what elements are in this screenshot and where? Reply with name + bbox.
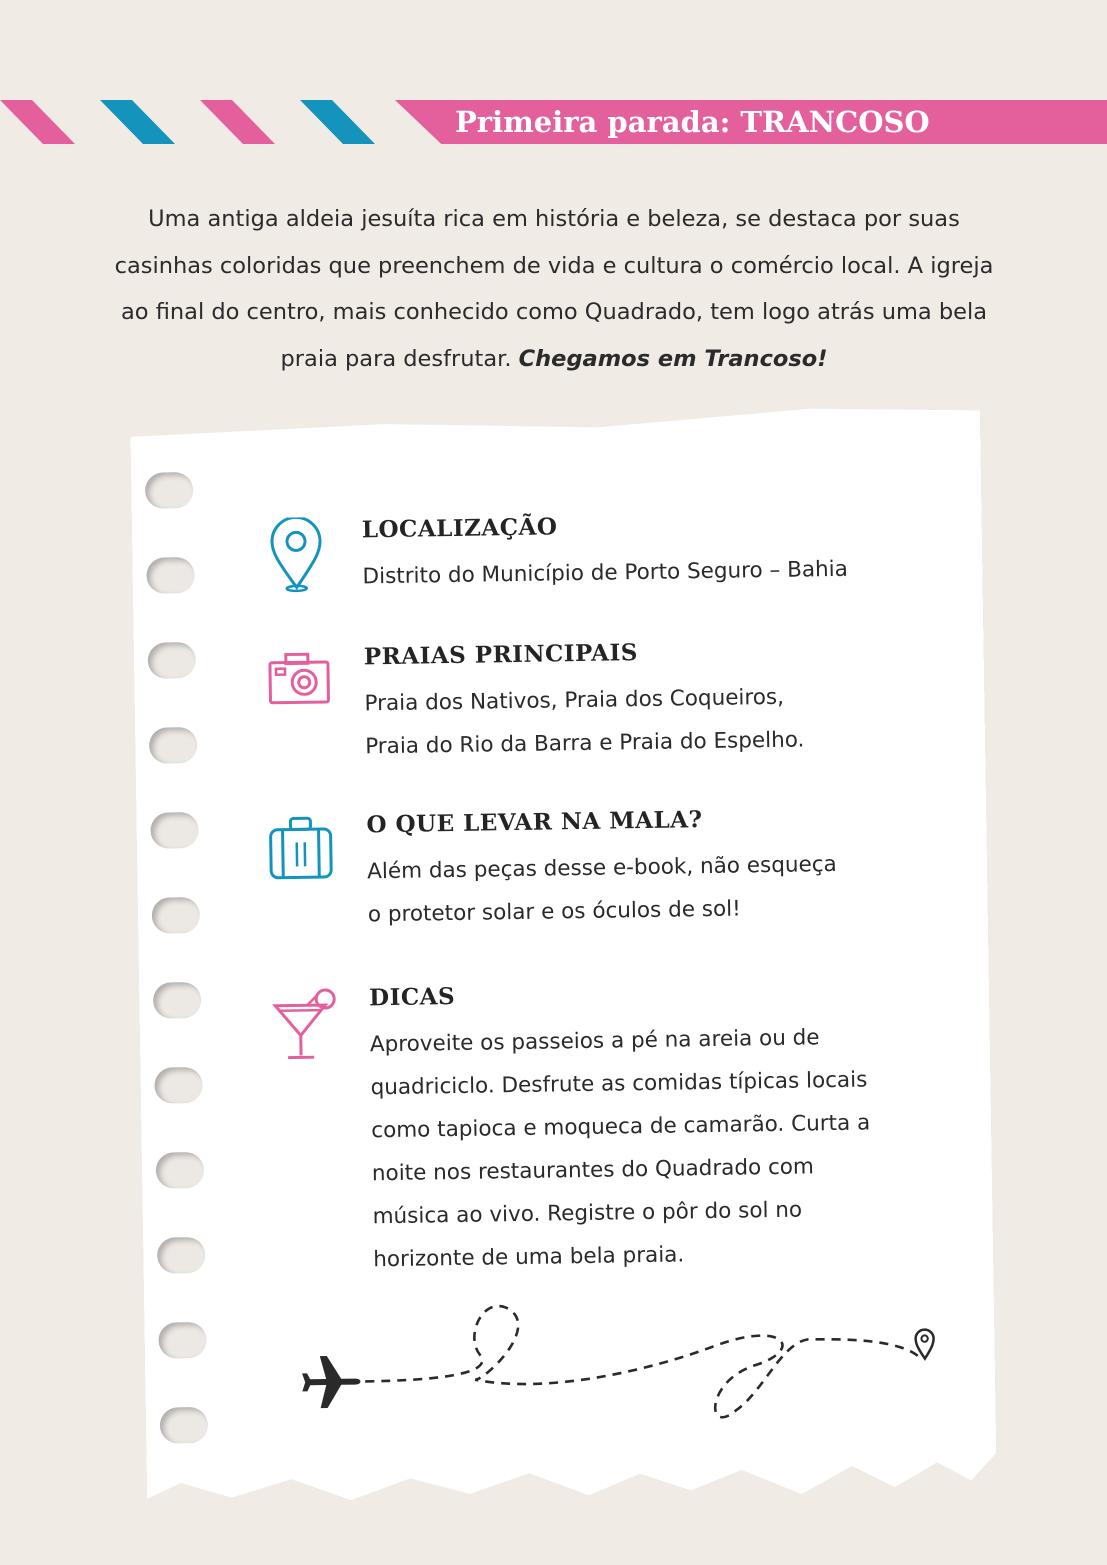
section-title: O QUE LEVAR NA MALA? bbox=[366, 806, 703, 839]
intro-emphasis: Chegamos em Trancoso! bbox=[518, 345, 828, 372]
binder-hole bbox=[156, 1152, 205, 1189]
body-line: quadriciclo. Desfrute as comidas típicas locais bbox=[370, 1067, 868, 1101]
map-pin-icon bbox=[262, 517, 333, 594]
section-body bbox=[364, 673, 945, 768]
suitcase-icon bbox=[266, 812, 337, 889]
intro-paragraph bbox=[110, 196, 998, 382]
binder-hole bbox=[149, 727, 198, 764]
body-line: o protetor solar e os óculos de sol! bbox=[367, 896, 741, 928]
destination-pin-icon bbox=[915, 1329, 933, 1358]
intro-text: Uma antiga aldeia jesuíta rica em história e beleza, se destaca por suas casinhas coloridas que preenchem de vida e cultura o comércio local. A igreja ao final do centro, mais conhecido como Quadrado, tem logo atrás uma bela praia para desfrutar. bbox=[114, 206, 994, 372]
flight-route-decoration bbox=[284, 1292, 966, 1433]
airplane-icon bbox=[302, 1356, 361, 1409]
body-line: noite nos restaurantes do Quadrado com bbox=[371, 1154, 815, 1187]
binder-hole bbox=[152, 897, 201, 934]
header-stripes bbox=[0, 100, 400, 144]
page-title: Primeira parada: TRANCOSO bbox=[455, 105, 930, 139]
binder-hole bbox=[148, 642, 197, 679]
body-line: Praia do Rio da Barra e Praia do Espelho. bbox=[365, 727, 805, 760]
body-line: horizonte de uma bela praia. bbox=[373, 1242, 685, 1273]
binder-hole bbox=[160, 1407, 209, 1444]
section-title: PRAIAS PRINCIPAIS bbox=[363, 639, 639, 671]
binder-hole bbox=[157, 1237, 206, 1274]
body-line: como tapioca e moqueca de camarão. Curta a bbox=[371, 1110, 871, 1144]
section-body bbox=[367, 841, 948, 936]
binder-hole bbox=[154, 1067, 203, 1104]
cocktail-icon bbox=[269, 985, 340, 1062]
binder-hole bbox=[153, 982, 202, 1019]
body-line: Praia dos Nativos, Praia dos Coqueiros, bbox=[364, 684, 785, 717]
section-body bbox=[370, 1014, 954, 1281]
notebook-page bbox=[130, 402, 997, 1510]
binder-hole bbox=[146, 557, 195, 594]
binder-hole bbox=[150, 812, 199, 849]
body-line: música ao vivo. Registre o pôr do sol no bbox=[372, 1197, 803, 1230]
section-title: LOCALIZAÇÃO bbox=[361, 513, 558, 544]
body-line: Aproveite os passeios a pé na areia ou de bbox=[369, 1025, 820, 1058]
section-title: DICAS bbox=[368, 982, 456, 1012]
binder-hole bbox=[158, 1322, 207, 1359]
binder-hole bbox=[145, 472, 194, 509]
body-line: Além das peças desse e-book, não esqueça bbox=[367, 851, 837, 885]
section-body: Distrito do Município de Porto Seguro – Bahia bbox=[362, 556, 849, 590]
camera-icon bbox=[264, 644, 335, 721]
